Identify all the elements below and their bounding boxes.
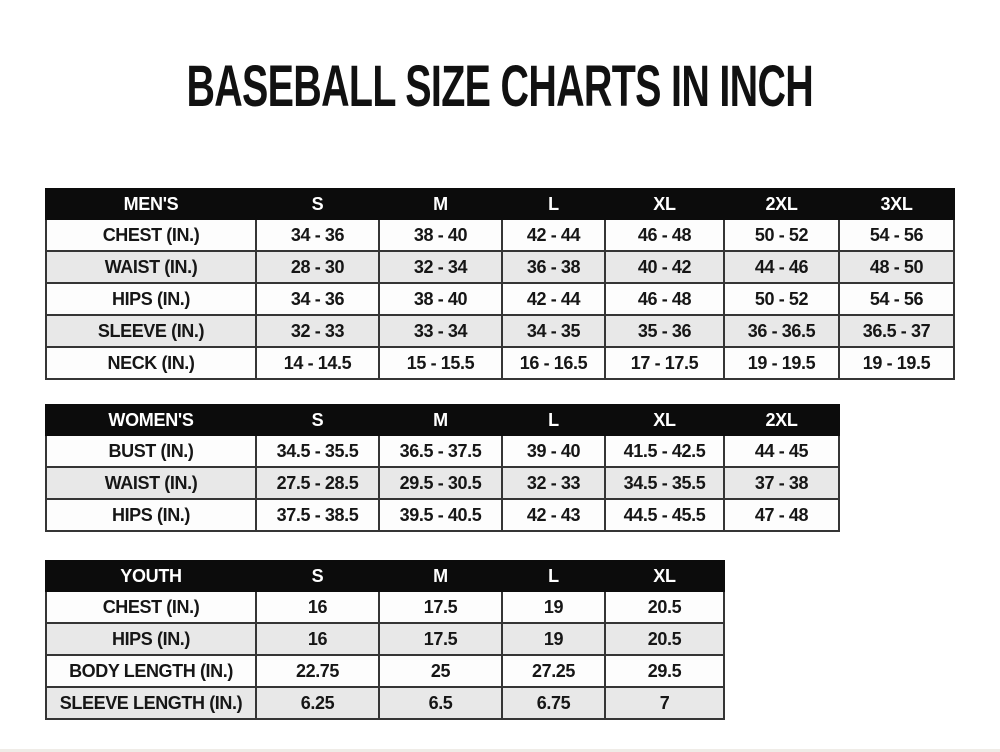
size-value: 19 bbox=[502, 591, 605, 623]
size-column-header: 2XL bbox=[724, 405, 839, 435]
size-value: 38 - 40 bbox=[379, 219, 502, 251]
size-value: 46 - 48 bbox=[605, 283, 724, 315]
measurement-row bbox=[46, 435, 839, 467]
size-value: 44 - 45 bbox=[724, 435, 839, 467]
size-value: 22.75 bbox=[256, 655, 379, 687]
measurement-row bbox=[46, 591, 724, 623]
size-value: 39 - 40 bbox=[502, 435, 605, 467]
measurement-label: HIPS (IN.) bbox=[46, 283, 256, 315]
size-column-header: M bbox=[379, 405, 502, 435]
size-column-header: S bbox=[256, 189, 379, 219]
size-column-header: 2XL bbox=[724, 189, 839, 219]
size-value: 19 bbox=[502, 623, 605, 655]
measurement-label: SLEEVE (IN.) bbox=[46, 315, 256, 347]
table-title-cell: YOUTH bbox=[46, 561, 256, 591]
measurement-row bbox=[46, 687, 724, 719]
size-value: 32 - 34 bbox=[379, 251, 502, 283]
size-value: 16 - 16.5 bbox=[502, 347, 605, 379]
size-value: 40 - 42 bbox=[605, 251, 724, 283]
mens-size-table bbox=[45, 188, 955, 380]
size-column-header: L bbox=[502, 189, 605, 219]
table-title-cell: WOMEN'S bbox=[46, 405, 256, 435]
size-tables-section bbox=[45, 188, 1000, 720]
size-value: 44.5 - 45.5 bbox=[605, 499, 724, 531]
size-value: 36 - 38 bbox=[502, 251, 605, 283]
size-value: 50 - 52 bbox=[724, 219, 839, 251]
measurement-row bbox=[46, 499, 839, 531]
size-value: 36.5 - 37.5 bbox=[379, 435, 502, 467]
size-value: 36.5 - 37 bbox=[839, 315, 954, 347]
size-column-header: XL bbox=[605, 561, 724, 591]
size-value: 36 - 36.5 bbox=[724, 315, 839, 347]
measurement-label: CHEST (IN.) bbox=[46, 219, 256, 251]
size-value: 34 - 36 bbox=[256, 283, 379, 315]
measurement-label: HIPS (IN.) bbox=[46, 499, 256, 531]
size-value: 54 - 56 bbox=[839, 219, 954, 251]
size-value: 54 - 56 bbox=[839, 283, 954, 315]
size-value: 34.5 - 35.5 bbox=[605, 467, 724, 499]
measurement-label: BODY LENGTH (IN.) bbox=[46, 655, 256, 687]
size-value: 17.5 bbox=[379, 623, 502, 655]
table-header-row bbox=[46, 405, 839, 435]
size-value: 27.5 - 28.5 bbox=[256, 467, 379, 499]
size-value: 32 - 33 bbox=[256, 315, 379, 347]
size-value: 44 - 46 bbox=[724, 251, 839, 283]
table-header-row bbox=[46, 561, 724, 591]
size-value: 48 - 50 bbox=[839, 251, 954, 283]
measurement-row bbox=[46, 251, 954, 283]
size-value: 37 - 38 bbox=[724, 467, 839, 499]
size-value: 47 - 48 bbox=[724, 499, 839, 531]
size-value: 29.5 bbox=[605, 655, 724, 687]
size-value: 34 - 36 bbox=[256, 219, 379, 251]
measurement-label: NECK (IN.) bbox=[46, 347, 256, 379]
measurement-row bbox=[46, 315, 954, 347]
size-value: 15 - 15.5 bbox=[379, 347, 502, 379]
size-value: 19 - 19.5 bbox=[839, 347, 954, 379]
size-column-header: S bbox=[256, 561, 379, 591]
size-value: 27.25 bbox=[502, 655, 605, 687]
size-column-header: L bbox=[502, 561, 605, 591]
measurement-label: WAIST (IN.) bbox=[46, 251, 256, 283]
size-value: 50 - 52 bbox=[724, 283, 839, 315]
size-value: 14 - 14.5 bbox=[256, 347, 379, 379]
size-value: 6.25 bbox=[256, 687, 379, 719]
size-value: 20.5 bbox=[605, 591, 724, 623]
size-value: 41.5 - 42.5 bbox=[605, 435, 724, 467]
size-value: 20.5 bbox=[605, 623, 724, 655]
size-column-header: XL bbox=[605, 405, 724, 435]
size-value: 46 - 48 bbox=[605, 219, 724, 251]
measurement-row bbox=[46, 283, 954, 315]
size-column-header: L bbox=[502, 405, 605, 435]
size-value: 38 - 40 bbox=[379, 283, 502, 315]
size-value: 42 - 44 bbox=[502, 283, 605, 315]
page-header bbox=[0, 0, 1000, 122]
measurement-label: CHEST (IN.) bbox=[46, 591, 256, 623]
size-value: 28 - 30 bbox=[256, 251, 379, 283]
size-value: 42 - 44 bbox=[502, 219, 605, 251]
size-value: 29.5 - 30.5 bbox=[379, 467, 502, 499]
size-column-header: M bbox=[379, 189, 502, 219]
measurement-label: WAIST (IN.) bbox=[46, 467, 256, 499]
youth-size-table bbox=[45, 560, 725, 720]
size-value: 37.5 - 38.5 bbox=[256, 499, 379, 531]
size-value: 6.5 bbox=[379, 687, 502, 719]
table-title-cell: MEN'S bbox=[46, 189, 256, 219]
measurement-label: SLEEVE LENGTH (IN.) bbox=[46, 687, 256, 719]
size-value: 16 bbox=[256, 623, 379, 655]
measurement-label: BUST (IN.) bbox=[46, 435, 256, 467]
size-value: 7 bbox=[605, 687, 724, 719]
womens-size-table bbox=[45, 404, 840, 532]
size-value: 25 bbox=[379, 655, 502, 687]
measurement-row bbox=[46, 467, 839, 499]
size-value: 6.75 bbox=[502, 687, 605, 719]
measurement-label: HIPS (IN.) bbox=[46, 623, 256, 655]
page-title: BASEBALL SIZE CHARTS IN INCH bbox=[186, 54, 814, 119]
size-value: 33 - 34 bbox=[379, 315, 502, 347]
size-value: 16 bbox=[256, 591, 379, 623]
size-value: 19 - 19.5 bbox=[724, 347, 839, 379]
size-value: 17 - 17.5 bbox=[605, 347, 724, 379]
size-value: 35 - 36 bbox=[605, 315, 724, 347]
measurement-row bbox=[46, 347, 954, 379]
measurement-row bbox=[46, 219, 954, 251]
table-header-row bbox=[46, 189, 954, 219]
size-value: 42 - 43 bbox=[502, 499, 605, 531]
size-column-header: S bbox=[256, 405, 379, 435]
size-column-header: XL bbox=[605, 189, 724, 219]
size-value: 32 - 33 bbox=[502, 467, 605, 499]
size-column-header: 3XL bbox=[839, 189, 954, 219]
measurement-row bbox=[46, 623, 724, 655]
size-column-header: M bbox=[379, 561, 502, 591]
measurement-row bbox=[46, 655, 724, 687]
size-value: 39.5 - 40.5 bbox=[379, 499, 502, 531]
size-value: 34.5 - 35.5 bbox=[256, 435, 379, 467]
size-value: 34 - 35 bbox=[502, 315, 605, 347]
size-value: 17.5 bbox=[379, 591, 502, 623]
